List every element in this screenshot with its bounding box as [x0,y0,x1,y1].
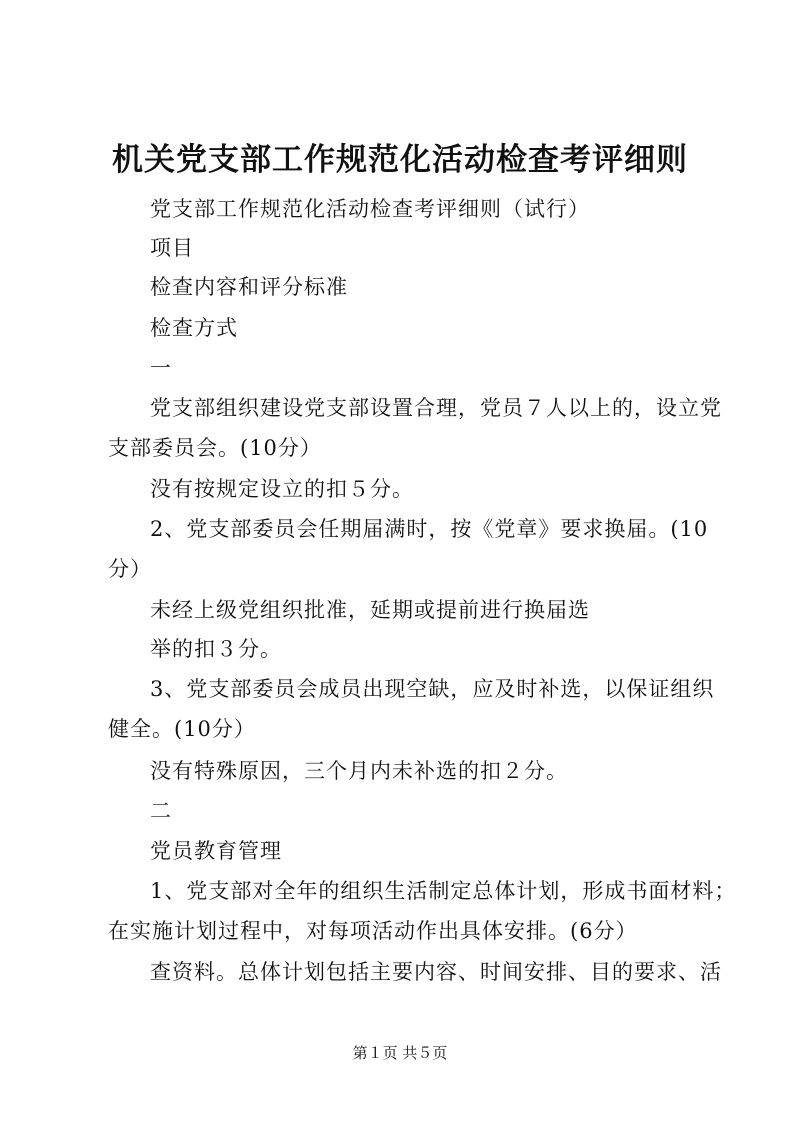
document-title: 机关党支部工作规范化活动检查考评细则 [112,142,688,178]
text-line: 2、党支部委员会任期届满时，按《党章》要求换届。(10 [150,517,709,541]
text-line: 一 [150,356,172,380]
text-line: 二 [150,799,172,823]
text-line: 检查方式 [150,316,238,340]
text-line: 项目 [150,236,194,260]
text-line: 检查内容和评分标准 [150,275,348,299]
text-line: 未经上级党组织批准，延期或提前进行换届选 [150,598,590,622]
text-line: 健全。(10分） [108,717,256,741]
text-line: 3、党支部委员会成员出现空缺，应及时补选，以保证组织 [150,677,715,701]
text-line: 查资料。总体计划包括主要内容、时间安排、目的要求、活 [150,960,722,984]
text-line: 支部委员会。(10分） [108,436,322,460]
text-line: 在实施计划过程中，对每项活动作出具体安排。(6分） [108,919,638,943]
text-line: 党员教育管理 [150,839,282,863]
page-number-footer: 第１页 共５页 [352,1044,448,1062]
text-line: 没有按规定设立的扣５分。 [150,477,414,501]
text-line: 1、党支部对全年的组织生活制定总体计划，形成书面材料； [150,879,737,903]
subtitle-line: 党支部工作规范化活动检查考评细则（试行） [150,197,590,221]
text-line: 党支部组织建设党支部设置合理，党员７人以上的，设立党 [150,396,722,420]
text-line: 分） [108,557,152,581]
text-line: 举的扣３分。 [150,637,282,661]
text-line: 没有特殊原因，三个月内未补选的扣２分。 [150,759,568,783]
